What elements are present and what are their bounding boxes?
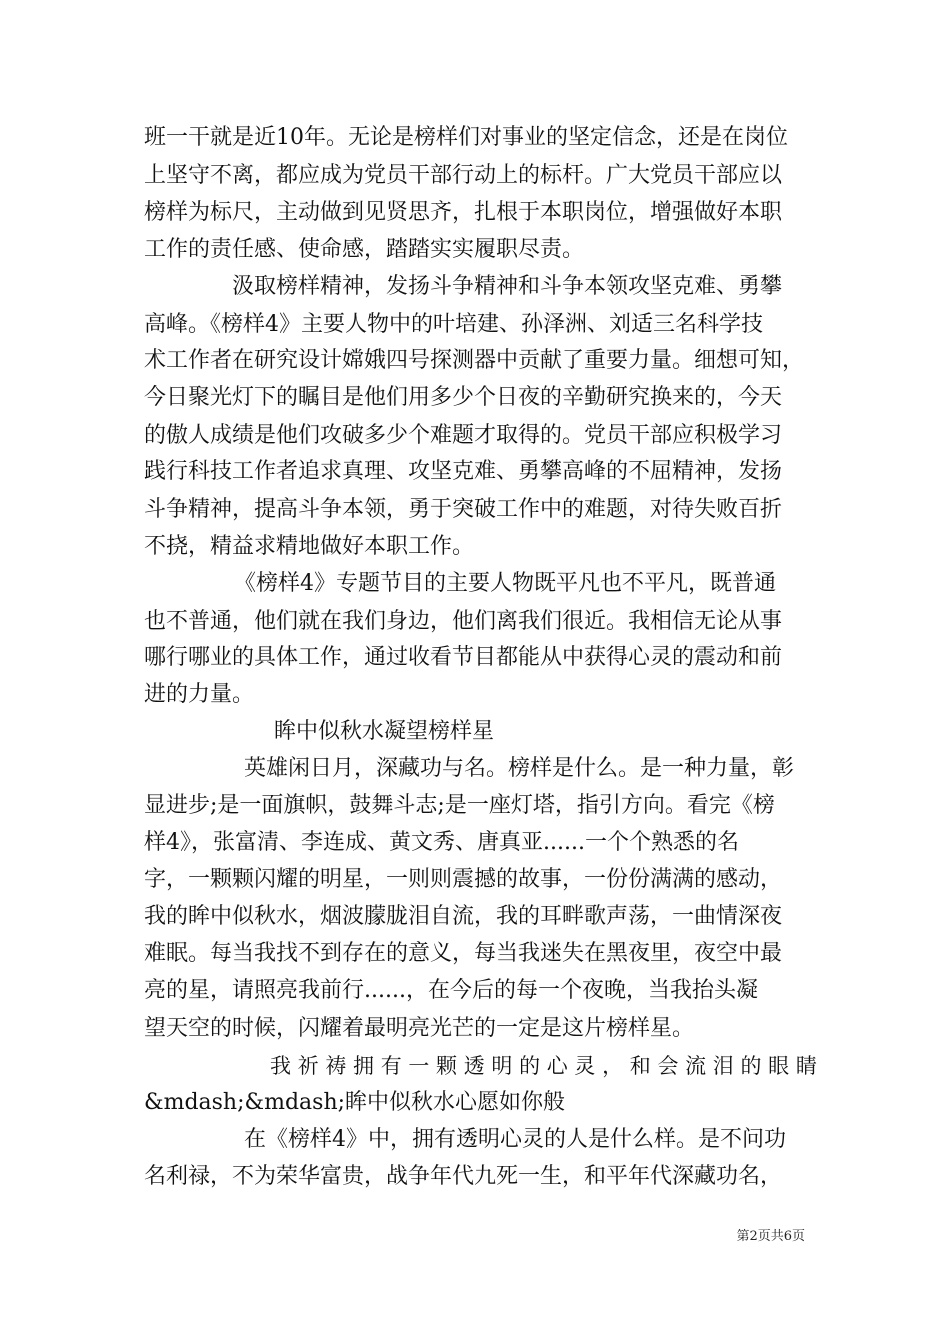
text-line: 践行科技工作者追求真理、攻坚克难、勇攀高峰的不屈精神，发扬 <box>144 459 783 484</box>
paragraph-first-line: 英雄闲日月，深藏功与名。榜样是什么。是一种力量，彰 <box>244 756 795 781</box>
text-line: 样4》，张富清、李连成、黄文秀、唐真亚......一个个熟悉的名 <box>144 830 739 855</box>
text-line: 望天空的时候，闪耀着最明亮光芒的一定是这片榜样星。 <box>144 1016 695 1041</box>
text-line: 进的力量。 <box>144 682 255 707</box>
text-line: 榜样为标尺，主动做到见贤思齐，扎根于本职岗位，增强做好本职 <box>144 200 783 225</box>
text-line: 也不普通，他们就在我们身边，他们离我们很近。我相信无论从事 <box>144 609 783 634</box>
text-line: 哪行哪业的具体工作，通过收看节目都能从中获得心灵的震动和前 <box>144 645 783 670</box>
text-line: 的傲人成绩是他们攻破多少个难题才取得的。党员干部应积极学习 <box>144 423 783 448</box>
text-line: 工作的责任感、使命感，踏踏实实履职尽责。 <box>144 237 585 262</box>
text-line: 术工作者在研究设计嫦娥四号探测器中贡献了重要力量。细想可知， <box>144 348 805 373</box>
paragraph-first-line: 汲取榜样精神，发扬斗争精神和斗争本领攻坚克难、勇攀 <box>232 274 783 299</box>
spaced-text-line: 我 祈 祷 拥 有 一 颗 透 明 的 心 灵 ， 和 会 流 泪 的 眼 睛 <box>270 1054 817 1078</box>
text-line: 斗争精神，提高斗争本领，勇于突破工作中的难题，对待失败百折 <box>144 497 783 522</box>
text-line: 今日聚光灯下的瞩目是他们用多少个日夜的辛勤研究换来的，今天 <box>144 385 783 410</box>
paragraph-first-line: 《榜样4》专题节目的主要人物既平凡也不平凡，既普通 <box>234 571 776 596</box>
text-line: 我的眸中似秋水，烟波朦胧泪自流，我的耳畔歌声荡，一曲情深夜 <box>144 904 783 929</box>
text-line: &mdash;&mdash;眸中似秋水心愿如你般 <box>144 1090 566 1115</box>
text-line: 上坚守不离，都应成为党员干部行动上的标杆。广大党员干部应以 <box>144 163 783 188</box>
paragraph-first-line: 在《榜样4》中，拥有透明心灵的人是什么样。是不问功 <box>244 1127 786 1152</box>
text-line: 显进步;是一面旗帜，鼓舞斗志;是一座灯塔，指引方向。看完《榜 <box>144 793 775 818</box>
text-line: 高峰。《榜样4》主要人物中的叶培建、孙泽洲、刘适三名科学技 <box>144 312 763 337</box>
section-heading: 眸中似秋水凝望榜样星 <box>274 719 495 744</box>
text-line: 难眠。每当我找不到存在的意义，每当我迷失在黑夜里，夜空中最 <box>144 941 783 966</box>
text-line: 字，一颗颗闪耀的明星，一则则震撼的故事，一份份满满的感动， <box>144 867 783 892</box>
text-line: 名利禄，不为荣华富贵，战争年代九死一生，和平年代深藏功名， <box>144 1164 783 1189</box>
text-line: 亮的星，请照亮我前行......，在今后的每一个夜晚，当我抬头凝 <box>144 978 758 1003</box>
text-line: 班一干就是近10年。无论是榜样们对事业的坚定信念，还是在岗位 <box>144 125 788 150</box>
text-line: 不挠，精益求精地做好本职工作。 <box>144 534 475 559</box>
page-number-footer: 第2页共6页 <box>736 1229 805 1244</box>
